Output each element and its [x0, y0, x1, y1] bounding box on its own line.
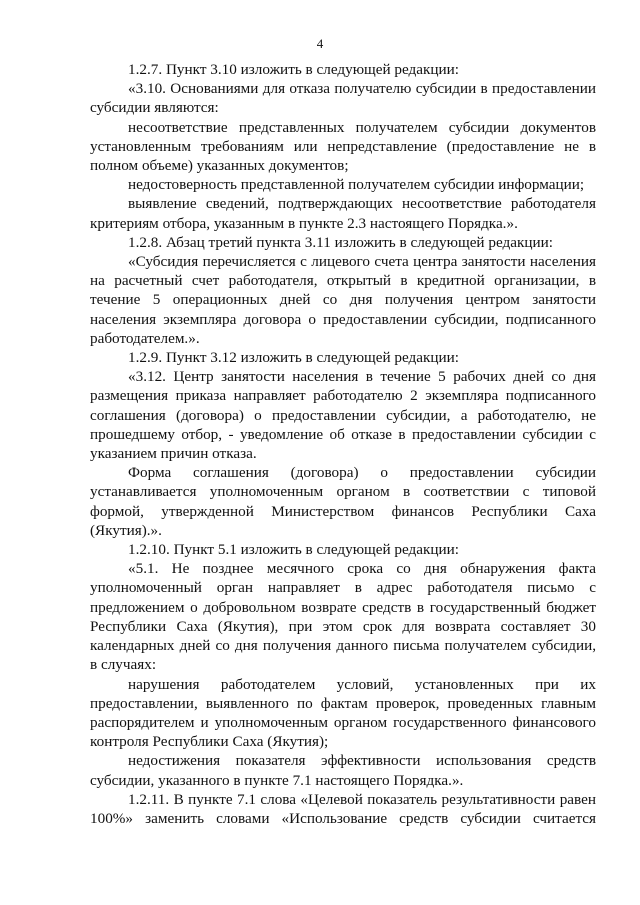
- paragraph-1-2-10: 1.2.10. Пункт 5.1 изложить в следующей редакции:: [128, 541, 459, 559]
- paragraph-3-10-item-3: выявление сведений, подтверждающих несоответствие работодателя критериям отбора, указанным в пункте 2.3 настоящего Порядка.».: [90, 195, 596, 232]
- paragraph-3-10-item-1: несоответствие представленных получателем субсидии документов установленным требованиям или непредставление (предоставление не в полном объеме) указанных документов;: [90, 118, 596, 175]
- paragraph-3-10-intro: «3.10. Основаниями для отказа получателю субсидии в предоставлении субсидии являются:: [90, 80, 596, 117]
- paragraph-1-2-11: 1.2.11. В пункте 7.1 слова «Целевой показатель результативности равен 100%» заменить словами «Использование средств субсидии считается: [90, 790, 596, 827]
- paragraph-1-2-7: 1.2.7. Пункт 3.10 изложить в следующей редакции:: [128, 61, 459, 78]
- paragraph-1-2-8: 1.2.8. Абзац третий пункта 3.11 изложить в следующей редакции:: [128, 233, 553, 251]
- paragraph-3-12-form: Форма соглашения (договора) о предоставлении субсидии устанавливается уполномоченным органом в соответствии с типовой формой, утвержденной Министерством финансов Республики Саха (Якутия).».: [90, 464, 596, 539]
- paragraph-5-1-case-1: нарушения работодателем условий, установленных при их предоставлении, выявленного по фактам проверок, проведенных главным распорядителем и уполномоченным органом государственного финансового контроля Республики Саха (Якутия);: [90, 675, 596, 751]
- paragraph-3-11-text: «Субсидия перечисляется с лицевого счета центра занятости населения на расчетный счет работодателя, открытый в кредитной организации, в течение 5 операционных дней со дня получения центром занятости населения экземпляра договора о предоставлении субсидии, подписанного работодателем.».: [90, 253, 596, 347]
- paragraph-3-12-text: «3.12. Центр занятости населения в течение 5 рабочих дней со дня размещения приказа направляет работодателю 2 экземпляра подписанного соглашения (договора) о предоставлении субсидии, а работодателю, не прошедшему отбор, - уведомление об отказе в предоставлении субсидии с указанием причин отказа.: [90, 368, 596, 463]
- paragraph-5-1-text: «5.1. Не позднее месячного срока со дня обнаружения факта уполномоченный орган направляет в адрес работодателя письмо с предложением о добровольном возврате средств в государственный бюджет Республики Саха (Якутия), при этом срок для возврата составляет 30 календарных дней со дня получения данного письма получателем субсидии, в случаях:: [90, 560, 596, 674]
- paragraph-3-10-item-2: недостоверность представленной получателем субсидии информации;: [128, 176, 585, 194]
- document-body: [90, 60, 596, 828]
- paragraph-1-2-9: 1.2.9. Пункт 3.12 изложить в следующей редакции:: [128, 349, 459, 367]
- paragraph-5-1-case-2: недостижения показателя эффективности использования средств субсидии, указанного в пункте 7.1 настоящего Порядка.».: [90, 752, 596, 789]
- page-number: 4: [316, 36, 324, 51]
